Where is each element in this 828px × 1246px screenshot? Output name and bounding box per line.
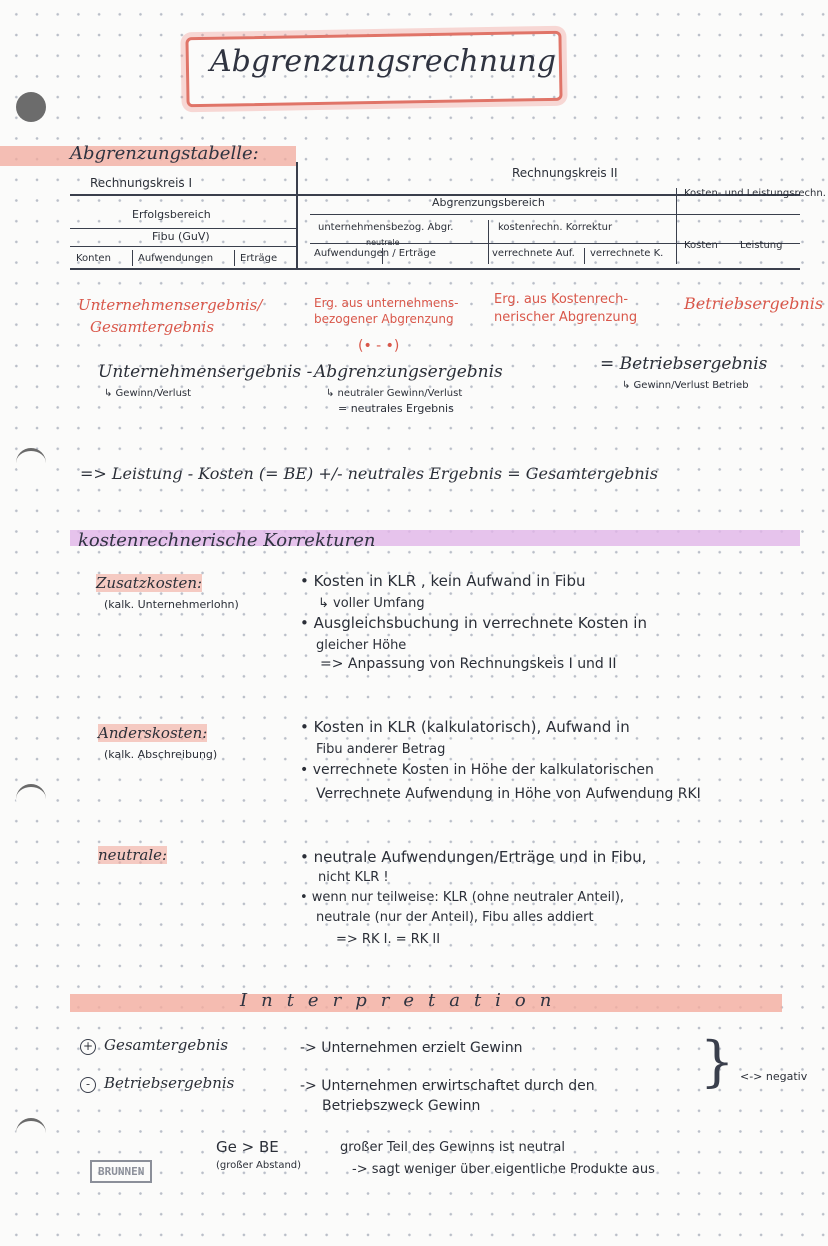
table-rule [132, 250, 133, 266]
table-leistung: Leistung [740, 240, 783, 251]
label-betriebsergebnis: Betriebsergebnis [684, 294, 824, 313]
table-kosten: Kosten [684, 240, 718, 251]
page-title: Abgrenzungsrechnung [210, 44, 556, 79]
table-konten: Konten [76, 253, 111, 264]
ge-be: Ge > BE [216, 1138, 279, 1156]
neutrale-line: neutrale (nur der Anteil), Fibu alles addiert [316, 910, 594, 925]
table-rk1: Rechnungskreis I [90, 176, 193, 190]
equation-right: = Betriebsergebnis [600, 354, 768, 374]
table-rule [584, 248, 585, 264]
summary-formula: => Leistung - Kosten (= BE) +/- neutrales Ergebnis = Gesamtergebnis [80, 464, 658, 483]
binder-hole [16, 1118, 46, 1148]
table-rule [70, 228, 296, 229]
table-rule [296, 162, 298, 270]
neutrale-line: • wenn nur teilweise: KLR (ohne neutraler Anteil), [300, 890, 625, 905]
anders-line: Verrechnete Aufwendung in Höhe von Aufwendung RKI [316, 786, 701, 802]
interp-row-1 [80, 1036, 228, 1055]
table-neutrale: neutrale [366, 238, 400, 247]
equation-right-sub: ↳ Gewinn/Verlust Betrieb [622, 380, 749, 391]
note: -> sagt weniger über eigentliche Produkte aus [352, 1162, 655, 1177]
label-formel-klammer: (• - •) [358, 338, 400, 354]
table-unternehmensbezog: unternehmensbezog. Abgr. [318, 222, 454, 233]
neutrale-line: => RK I. = RK II [336, 932, 441, 947]
equation-left-sub: ↳ Gewinn/Verlust [104, 388, 192, 399]
anders-line: Fibu anderer Betrag [316, 742, 446, 757]
table-verrechnete-k: verrechnete K. [590, 248, 664, 259]
table-verrechnete-aufw: verrechnete Auf. [492, 248, 575, 259]
binder-hole [16, 448, 46, 478]
binder-hole [16, 784, 46, 814]
label-erg-unternehmens-1: Erg. aus unternehmens- [314, 296, 459, 310]
zusatz-line: ↳ voller Umfang [318, 596, 425, 611]
zusatz-title: Zusatzkosten: [96, 574, 203, 592]
note: großer Teil des Gewinns ist neutral [340, 1140, 565, 1155]
anders-line: • verrechnete Kosten in Höhe der kalkulatorischen [300, 762, 654, 778]
label-unternehmensergebnis: Unternehmensergebnis/ [78, 296, 263, 314]
table-aufwendungen: Aufwendungen [138, 253, 214, 264]
table-rk2: Rechnungskreis II [512, 166, 618, 180]
anders-sub: (kalk. Abschreibung) [104, 748, 218, 761]
table-rule [676, 188, 677, 264]
binder-hole [16, 92, 46, 122]
zusatz-line: • Kosten in KLR , kein Aufwand in Fibu [300, 572, 586, 590]
interp-text: Betriebszweck Gewinn [322, 1098, 481, 1114]
zusatz-line: • Ausgleichsbuchung in verrechnete Kosten in [300, 614, 647, 632]
equation-mid: Abgrenzungsergebnis [314, 362, 503, 382]
table-ertraege: Erträge [240, 253, 278, 264]
table-rule [70, 268, 800, 270]
anders-title: Anderskosten: [98, 724, 208, 742]
table-rule [488, 220, 489, 264]
interp-text: -> Unternehmen erzielt Gewinn [300, 1040, 523, 1056]
minus-circle-icon: - [80, 1077, 96, 1093]
brand-logo: BRUNNEN [90, 1160, 152, 1183]
label-erg-kosten-1: Erg. aus Kostenrech- [494, 292, 629, 307]
table-aufw-ertr: Aufwendungen / Erträge [314, 248, 436, 259]
interp-label: Gesamtergebnis [104, 1036, 229, 1054]
table-kostenrechn-korrektur: kostenrechn. Korrektur [498, 222, 613, 233]
table-erfolgsbereich: Erfolgsbereich [132, 208, 211, 221]
table-abgrenzungsbereich: Abgrenzungsbereich [432, 196, 545, 209]
table-rule [310, 214, 800, 215]
section-heading: kostenrechnerische Korrekturen [78, 530, 376, 551]
neutrale-line: • neutrale Aufwendungen/Erträge und in Fibu, [300, 848, 647, 866]
ge-be-sub: (großer Abstand) [216, 1160, 302, 1171]
neutrale-title: neutrale: [98, 846, 168, 864]
label-gesamtergebnis: Gesamtergebnis [90, 318, 215, 336]
zusatz-line: gleicher Höhe [316, 638, 407, 653]
table-rule [70, 246, 296, 247]
interp-text: -> Unternehmen erwirtschaftet durch den [300, 1078, 595, 1094]
table-klr: Kosten- und Leistungsrechn. [684, 188, 826, 199]
equation-mid-sub1: ↳ neutraler Gewinn/Verlust [326, 388, 463, 399]
table-fibu: Fibu (GuV) [152, 230, 210, 243]
table-rule [234, 250, 235, 266]
anders-line: • Kosten in KLR (kalkulatorisch), Aufwand in [300, 718, 630, 736]
zusatz-sub: (kalk. Unternehmerlohn) [104, 598, 239, 611]
label-erg-unternehmens-2: bezogener Abgrenzung [314, 312, 454, 326]
neutrale-line: nicht KLR ! [318, 870, 389, 885]
brace-icon: } [700, 1030, 735, 1093]
equation-left: Unternehmensergebnis - [98, 362, 313, 382]
interp-label: Betriebsergebnis [104, 1074, 235, 1092]
brace-note: <-> negativ [740, 1070, 808, 1083]
equation-mid-sub2: = neutrales Ergebnis [338, 402, 454, 415]
interp-row-2 [80, 1074, 234, 1093]
section-heading: Abgrenzungstabelle: [70, 143, 259, 164]
plus-circle-icon: + [80, 1039, 96, 1055]
zusatz-line: => Anpassung von Rechnungskeis I und II [320, 656, 617, 672]
label-erg-kosten-2: nerischer Abgrenzung [494, 310, 638, 325]
section-heading: Interpretation [240, 990, 566, 1011]
